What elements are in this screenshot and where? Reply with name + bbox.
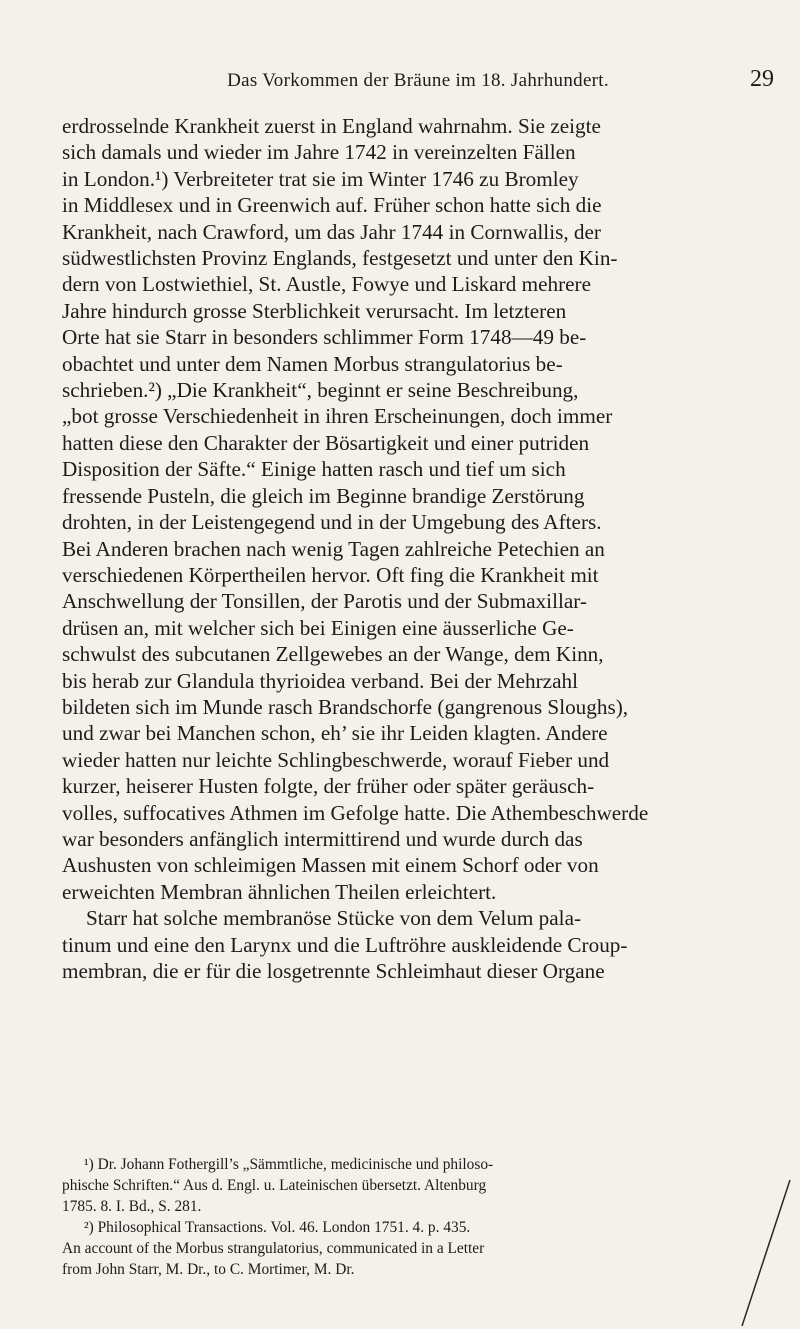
text-line: Jahre hindurch grosse Sterblichkeit verursacht. Im letzteren xyxy=(62,298,567,323)
text-line: wieder hatten nur leichte Schlingbeschwerde, worauf Fieber und xyxy=(62,747,610,772)
footnote-line: phische Schriften.“ Aus d. Engl. u. Lateinischen übersetzt. Altenburg xyxy=(62,1177,487,1194)
text-line: schwulst des subcutanen Zellgewebes an der Wange, dem Kinn, xyxy=(62,642,604,667)
text-line: schrieben.²) „Die Krankheit“, beginnt er seine Beschreibung, xyxy=(62,378,579,403)
text-line: tinum und eine den Larynx und die Luftröhre auskleidende Croup- xyxy=(62,932,628,957)
text-line: Orte hat sie Starr in besonders schlimmer Form 1748—49 be- xyxy=(62,325,587,350)
text-line: Aushusten von schleimigen Massen mit einem Schorf oder von xyxy=(62,853,599,878)
footnote-line: An account of the Morbus strangulatorius, communicated in a Letter xyxy=(62,1240,485,1257)
text-line: volles, suffocatives Athmen im Gefolge hatte. Die Athembeschwerde xyxy=(62,800,649,825)
text-line: drüsen an, mit welcher sich bei Einigen eine äusserliche Ge- xyxy=(62,615,574,640)
text-line: verschiedenen Körpertheilen hervor. Oft fing die Krankheit mit xyxy=(62,562,599,587)
text-line: Starr hat solche membranöse Stücke von dem Velum pala- xyxy=(86,906,582,931)
text-line: hatten diese den Charakter der Bösartigkeit und einer putriden xyxy=(62,430,590,455)
text-line: Bei Anderen brachen nach wenig Tagen zahlreiche Petechien an xyxy=(62,536,605,561)
footnote-line: from John Starr, M. Dr., to C. Mortimer, M. Dr. xyxy=(62,1261,355,1278)
text-line: in Middlesex und in Greenwich auf. Früher schon hatte sich die xyxy=(62,193,602,218)
text-line: südwestlichsten Provinz Englands, festgesetzt und unter den Kin- xyxy=(62,246,618,271)
text-line: membran, die er für die losgetrennte Schleimhaut dieser Organe xyxy=(62,959,605,983)
text-line: in London.¹) Verbreiteter trat sie im Winter 1746 zu Bromley xyxy=(62,166,579,191)
text-line: war besonders anfänglich intermittirend und wurde durch das xyxy=(62,826,583,851)
footnote-line: ²) Philosophical Transactions. Vol. 46. London 1751. 4. p. 435. xyxy=(84,1219,471,1236)
page-number: 29 xyxy=(750,66,774,92)
text-line: Krankheit, nach Crawford, um das Jahr 1744 in Cornwallis, der xyxy=(62,219,601,244)
text-line: Disposition der Säfte.“ Einige hatten rasch und tief um sich xyxy=(62,457,566,482)
text-line: und zwar bei Manchen schon, eh’ sie ihr Leiden klagten. Andere xyxy=(62,721,608,746)
footnote-line: 1785. 8. I. Bd., S. 281. xyxy=(62,1198,202,1215)
text-line: sich damals und wieder im Jahre 1742 in vereinzelten Fällen xyxy=(62,140,576,165)
text-line: bildeten sich im Munde rasch Brandschorfe (gangrenous Sloughs), xyxy=(62,694,629,719)
running-title: Das Vorkommen der Bräune im 18. Jahrhundert. xyxy=(227,70,609,91)
text-line: erweichten Membran ähnlichen Theilen erleichtert. xyxy=(62,879,497,904)
text-line: fressende Pusteln, die gleich im Beginne brandige Zerstörung xyxy=(62,483,585,508)
text-line: kurzer, heiserer Husten folgte, der früher oder später geräusch- xyxy=(62,774,595,799)
footnote-line: ¹) Dr. Johann Fothergill’s „Sämmtliche, medicinische und philoso- xyxy=(84,1156,494,1173)
text-line: obachtet und unter dem Namen Morbus strangulatorius be- xyxy=(62,351,563,376)
text-line: erdrosselnde Krankheit zuerst in England wahrnahm. Sie zeigte xyxy=(62,114,601,138)
text-line: „bot grosse Verschiedenheit in ihren Erscheinungen, doch immer xyxy=(62,404,613,429)
text-line: Anschwellung der Tonsillen, der Parotis und der Submaxillar- xyxy=(62,589,587,614)
text-line: dern von Lostwiethiel, St. Austle, Fowye und Liskard mehrere xyxy=(62,272,592,297)
text-line: drohten, in der Leistengegend und in der Umgebung des Afters. xyxy=(62,510,602,535)
text-line: bis herab zur Glandula thyrioidea verband. Bei der Mehrzahl xyxy=(62,668,578,693)
